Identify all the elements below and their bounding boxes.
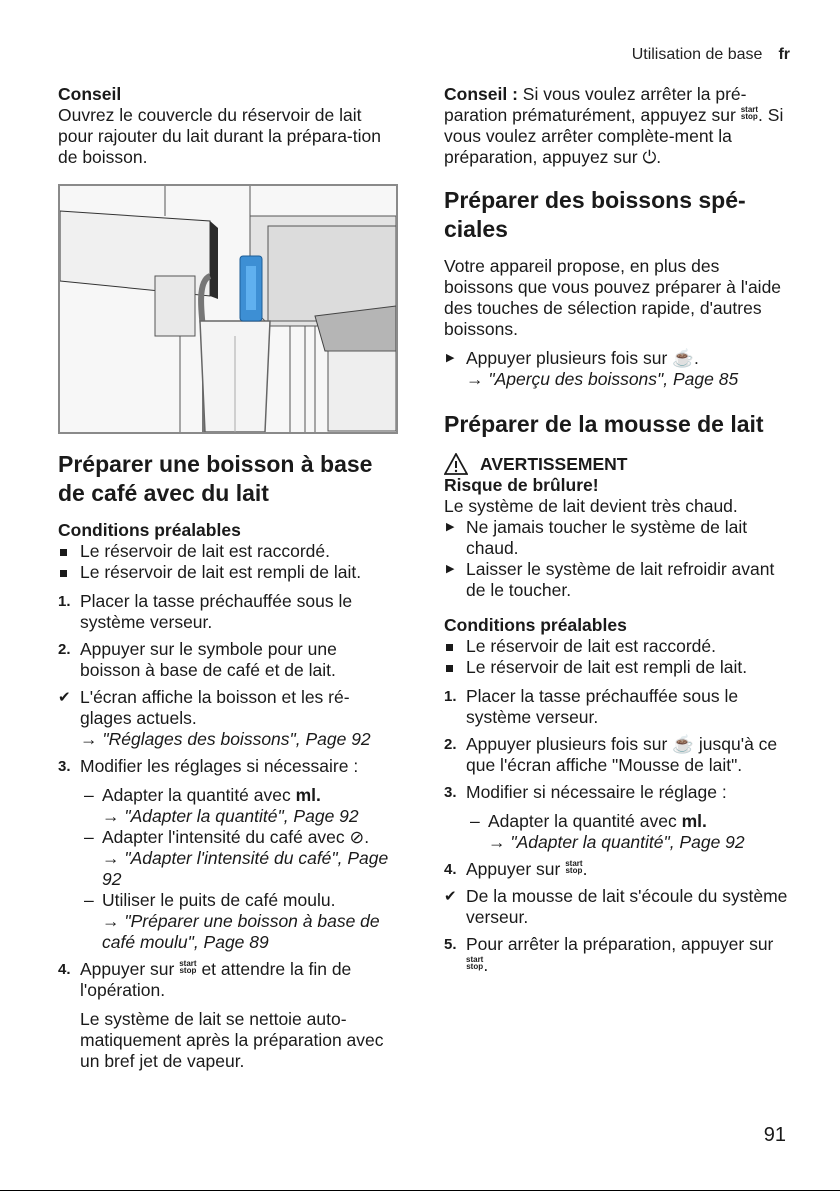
prereq-title: Conditions préalables [58, 520, 241, 540]
start-stop-icon: start stop [740, 105, 759, 121]
start-stop-icon: start stop [179, 959, 197, 975]
milk-container-illustration [58, 184, 398, 434]
result-1: ✔ De la mousse de lait s'écoule du système verseur. [444, 886, 788, 927]
tip-title: Conseil [58, 84, 122, 104]
section-heading-coffee-milk: Préparer une boisson à base de café avec du lait [58, 451, 373, 506]
cross-reference: → "Adapter la quantité", Page 92 [488, 832, 745, 852]
section-heading-milk-foam: Préparer de la mousse de lait [444, 411, 764, 437]
arrow-icon: → [102, 806, 125, 826]
intro-text: Votre appareil propose, en plus des boissons que vous pouvez préparer à l'aide des touches de sélection rapide, d'autres boissons. [444, 256, 782, 339]
substep-1: – Adapter la quantité avec ml. [470, 811, 707, 831]
power-icon: ⏻. [642, 147, 662, 167]
substep-3: – Utiliser le puits de café moulu. [84, 890, 336, 910]
start-stop-icon: start stop [466, 955, 484, 971]
step-3: 3. Modifier les réglages si nécessaire : [58, 756, 359, 776]
cup-plus-icon: ☕ [672, 734, 695, 754]
cross-reference: → "Adapter la quantité", Page 92 [102, 806, 359, 826]
triangle-bullet-icon: ▶ [446, 563, 455, 575]
machine-illustration-svg [60, 186, 396, 432]
arrow-icon: → [488, 832, 511, 852]
step-4-note: Le système de lait se nettoie auto-matiquement après la préparation avec un bref jet de vapeur. [80, 1009, 384, 1071]
prereq-item: Le réservoir de lait est raccordé. [444, 636, 788, 657]
result-1: ✔ L'écran affiche la boisson et les ré-glages actuels. [58, 687, 350, 728]
triangle-bullet-icon: ▶ [446, 352, 455, 364]
arrow-icon: → [102, 911, 125, 931]
ml-icon: ml. [681, 811, 707, 831]
step-1: 1. Placer la tasse préchauffée sous le système verseur. [58, 591, 353, 632]
cross-reference: → "Adapter l'intensité du café", Page 92 [102, 848, 389, 889]
left-column [58, 84, 400, 1072]
step-2: 2. Appuyer plusieurs fois sur ☕ jusqu'à ce que l'écran affiche "Mousse de lait". [444, 734, 778, 775]
page-number: 91 [763, 1124, 786, 1146]
tip-paragraph: Conseil : Si vous voulez arrêter la pré-paration prématurément, appuyez sur start stop. Si vous voulez arrêter complète-ment la préparation, appuyez sur ⏻. [444, 84, 784, 167]
language-tag: fr [778, 46, 790, 63]
warning-title: Risque de brûlure! [444, 475, 599, 495]
warning-label: AVERTISSEMENT [480, 453, 628, 474]
prereq-item: Le réservoir de lait est rempli de lait. [444, 657, 788, 678]
tip-text: Ouvrez le couvercle du réservoir de lait pour rajouter du lait durant la prépara-tion de boisson. [58, 105, 381, 167]
bottom-rule [0, 1190, 840, 1191]
action-1: ▶ Appuyer plusieurs fois sur ☕. [446, 348, 699, 368]
section-heading-special-drinks: Préparer des boissons spé-ciales [444, 187, 746, 242]
cross-reference: → "Réglages des boissons", Page 92 [80, 729, 371, 749]
ml-icon: ml. [295, 785, 321, 805]
warning-text: Le système de lait devient très chaud. [444, 496, 738, 516]
step-1: 1. Placer la tasse préchauffée sous le système verseur. [444, 686, 739, 727]
cross-reference: → "Aperçu des boissons", Page 85 [466, 369, 739, 389]
prereq-item: Le réservoir de lait est raccordé. [58, 541, 400, 562]
arrow-icon: → [466, 369, 489, 389]
section-title: Utilisation de base [631, 46, 763, 63]
step-5: 5. Pour arrêter la préparation, appuyer sur start stop. [444, 934, 774, 975]
arrow-icon: → [80, 729, 103, 749]
step-3: 3. Modifier si nécessaire le réglage : [444, 782, 727, 802]
cup-plus-icon: ☕. [672, 348, 699, 368]
intensity-icon: ⊘. [349, 827, 370, 847]
triangle-bullet-icon: ▶ [446, 521, 455, 533]
step-4: 4. Appuyer sur start stop. [444, 859, 588, 879]
warning-header [444, 453, 788, 475]
check-icon: ✔ [58, 689, 71, 706]
check-icon: ✔ [444, 888, 457, 905]
warning-item: ▶ Ne jamais toucher le système de lait chaud. [446, 517, 748, 558]
substep-1: – Adapter la quantité avec ml. [84, 785, 321, 805]
step-4: 4. Appuyer sur start stop et attendre la fin de l'opération. [58, 959, 352, 1000]
page-header [632, 46, 790, 64]
warning-item: ▶ Laisser le système de lait refroidir avant de le toucher. [446, 559, 775, 600]
arrow-icon: → [102, 848, 125, 868]
warning-triangle-icon [444, 453, 468, 475]
step-2: 2. Appuyer sur le symbole pour une boisson à base de café et de lait. [58, 639, 337, 680]
prereq-item: Le réservoir de lait est rempli de lait. [58, 562, 400, 583]
start-stop-icon: start stop [565, 859, 583, 875]
substep-2: – Adapter l'intensité du café avec ⊘. [84, 827, 370, 847]
right-column [444, 84, 788, 976]
cross-reference: → "Préparer une boisson à base de café moulu", Page 89 [102, 911, 380, 952]
prereq-title: Conditions préalables [444, 615, 627, 635]
